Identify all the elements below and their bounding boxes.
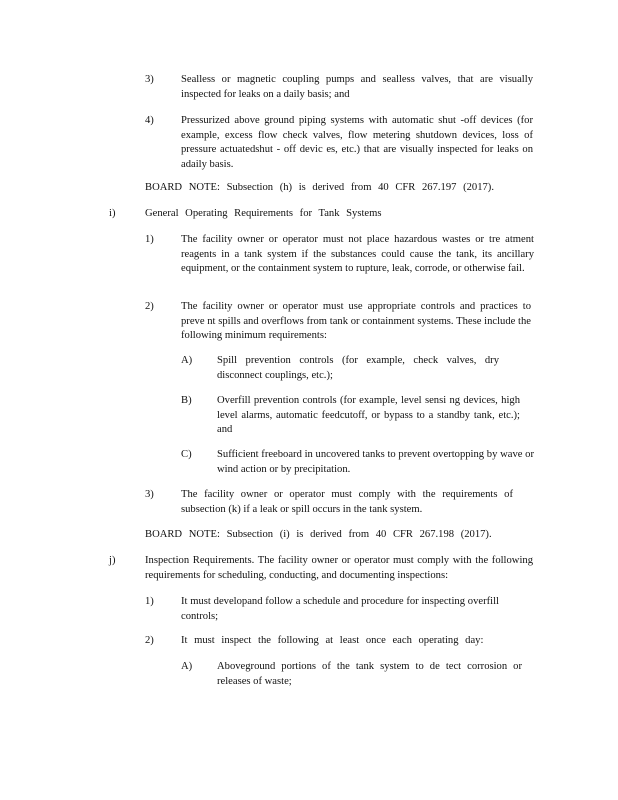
paragraph-i2: The facility owner or operator must use appropriate controls and practices to preve nt spills and overflows from tank or containment systems. These include the following minimum requirements:	[181, 301, 531, 341]
board-note-h: BOARD NOTE: Subsection (h) is derived from 40 CFR 267.197 (2017).	[145, 182, 494, 193]
item-marker: 2)	[145, 635, 154, 646]
paragraph-j1: It must developand follow a schedule and procedure for inspecting overfill controls;	[181, 596, 499, 622]
board-note-i: BOARD NOTE: Subsection (i) is derived from 40 CFR 267.198 (2017).	[145, 529, 492, 540]
item-marker: 1)	[145, 596, 154, 607]
subitem-marker: B)	[181, 395, 192, 406]
paragraph-j: Inspection Requirements. The facility owner or operator must comply with the following requirements for scheduling, conducting, and documenting inspections:	[145, 555, 533, 581]
paragraph-i2c: Sufficient freeboard in uncovered tanks to prevent overtopping by wave or wind action or by precipitation.	[217, 449, 534, 475]
paragraph-j2: It must inspect the following at least once each operating day:	[181, 635, 484, 646]
section-marker: j)	[109, 555, 116, 566]
item-marker: 3)	[145, 74, 154, 85]
item-marker: 4)	[145, 115, 154, 126]
paragraph-i2a: Spill prevention controls (for example, check valves, dry disconnect couplings, etc.);	[217, 355, 499, 381]
subitem-marker: C)	[181, 449, 192, 460]
paragraph-j2a: Aboveground portions of the tank system to de tect corrosion or releases of waste;	[217, 661, 522, 687]
subitem-marker: A)	[181, 661, 193, 672]
item-marker: 1)	[145, 234, 154, 245]
item-marker: 3)	[145, 489, 154, 500]
paragraph-h3: Sealless or magnetic coupling pumps and sealless valves, that are visually inspected for leaks on a daily basis; and	[181, 74, 533, 100]
paragraph-h4: Pressurized above ground piping systems with automatic shut -off devices (for example, excess flow check valves, flow metering shutdown devices, loss of pressure actuatedshut - off devic es, etc.) that are visually inspected for leaks on adaily basis.	[181, 115, 533, 170]
subitem-marker: A)	[181, 355, 193, 366]
item-marker: 2)	[145, 301, 154, 312]
paragraph-i2b: Overfill prevention controls (for example, level sensi ng devices, high level alarms, automatic feedcutoff, or bypass to a standby tank, etc.); and	[217, 395, 520, 435]
section-heading-i: General Operating Requirements for Tank Systems	[145, 208, 382, 219]
paragraph-i3: The facility owner or operator must comply with the requirements of subsection (k) if a leak or spill occurs in the tank system.	[181, 489, 513, 515]
paragraph-i1: The facility owner or operator must not place hazardous wastes or tre atment reagents in a tank system if the substances could cause the tank, its ancillary equipment, or the containment system to rupture, leak, corrode, or otherwise fail.	[181, 234, 534, 274]
section-marker: i)	[109, 208, 116, 219]
